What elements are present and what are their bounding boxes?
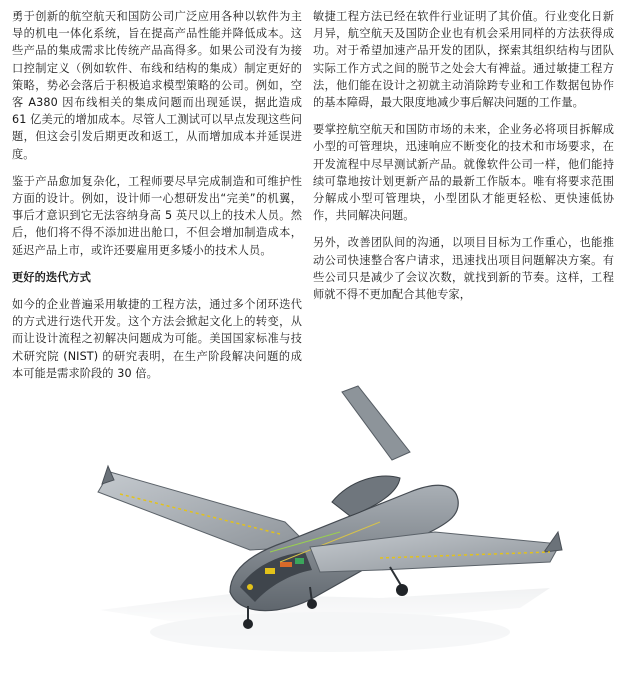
right-paragraph-1: 敏捷工程方法已经在软件行业证明了其价值。行业变化日新月异，航空航天及国防企业也有机会采用同样的方法获得成功。对于希望加速产品开发的团队，探索其组织结构与团队实际工作方式之间的脱节之处会大有裨益。通过敏捷工程方法，他们能在设计之初就主动消除跨专业和工作数据包协作的基本障碍，最大限度地减少事后解决问题的工作量。 [313, 10, 614, 110]
section-heading: 更好的迭代方式 [12, 270, 92, 284]
left-paragraph-1: 勇于创新的航空航天和国防公司广泛应用各种以软件为主导的机电一体化系统，旨在提高产品性能并降低成本。这些产品的集成需求比传统产品高得多。如果公司没有为接口控制定义（例如软件、布线和结构的集成）制定更好的策略，势必会落后于积极追求模型策略的公司。例如，空客 A380 因布线相关的集成问题而出现延误，据此造成 61 亿美元的增加成本。尽管人工测试可以早点发现这些问题，但这会引发后期更改和返工，从而增加成本并延误进度。 [12, 10, 302, 161]
right-column [313, 8, 614, 303]
left-column [12, 8, 302, 382]
left-wing [98, 472, 310, 550]
left-paragraph-2: 鉴于产品愈加复杂化，工程师要尽早完成制造和可维护性方面的设计。例如，设计师一心想研发出“完美”的机翼，事后才意识到它无法容纳身高 5 英尺以上的技术人员。然后，他们将不得不添加进出舱口，不但会增加制造成本，延迟产品上市，或许还要雇用更多矮小的技术人员。 [12, 174, 302, 257]
right-paragraph-2: 要掌控航空航天和国防市场的未来，企业务必将项目拆解成小型的可管理块，迅速响应不断变化的技术和市场要求，在开发流程中尽早测试新产品。就像软件公司一样，他们能持续可靠地按计划更新产品的最新工作版本。唯有将要求范围分解成小型可管理块，小型团队才能更轻松、更快速低协作，共同解决问题。 [313, 123, 614, 223]
left-paragraph-3: 如今的企业普遍采用敏捷的工程方法，通过多个闭环迭代的方式进行迭代开发。这个方法会掀起文化上的转变，从而让设计流程之初解决问题成为可能。美国国家标准与技术研究院 (NIST) 的研究表明，在生产阶段解决问题的成本可能是需求阶段的 30 倍。 [12, 298, 302, 380]
aircraft-figure [80, 382, 580, 672]
aircraft-illustration [80, 382, 580, 672]
right-paragraph-3: 另外，改善团队间的沟通，以项目目标为工作重心，也能推动公司快速整合客户请求，迅速找出项目问题解决方案。有些公司只是减少了会议次数，就找到新的节奏。这样，工程师就不得不更加配合其他专家， [313, 236, 614, 302]
aircraft-reflection [100, 588, 550, 652]
tail-fin [342, 386, 410, 460]
